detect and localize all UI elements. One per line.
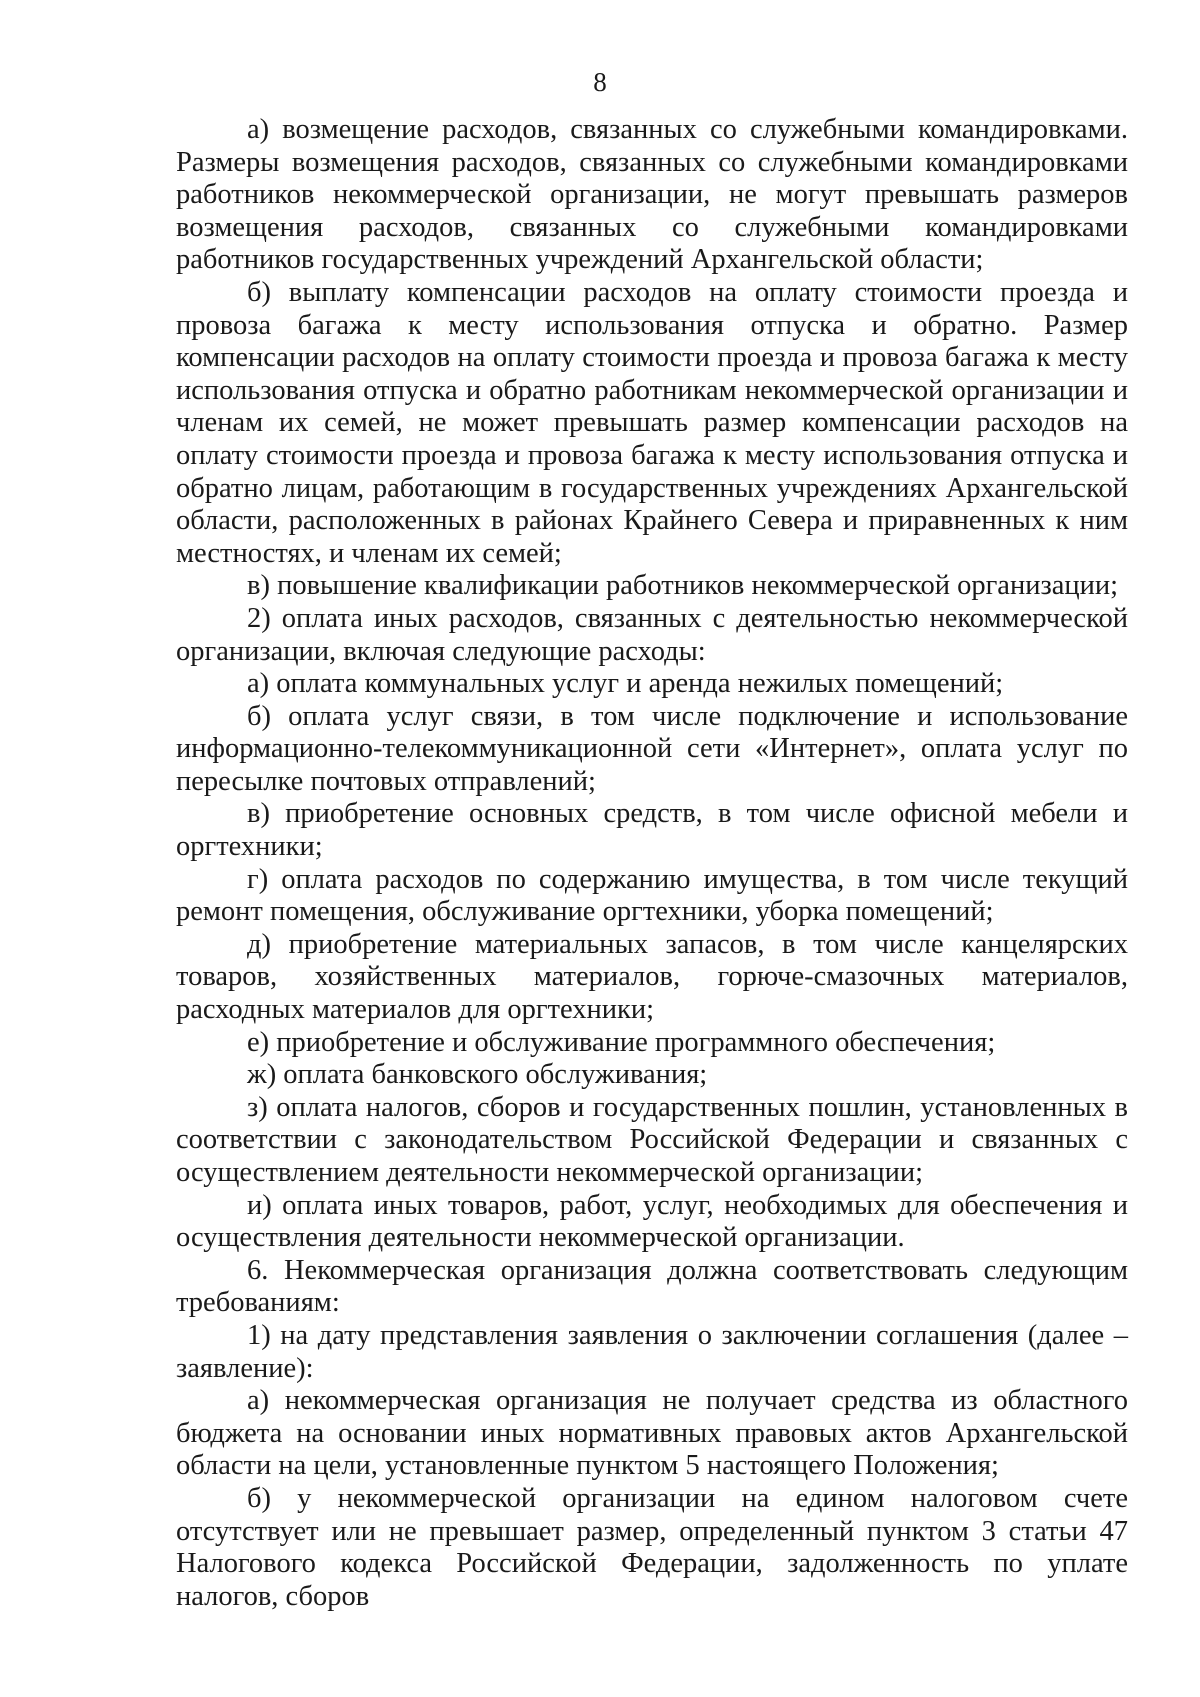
paragraph: б) выплату компенсации расходов на оплату стоимости проезда и провоза багажа к месту использования отпуска и обратно. Размер компенсации расходов на оплату стоимости проезда и провоза багажа к месту использования отпуска и обратно работникам некоммерческой организации и членам их семей, не может превышать размер компенсации расходов на оплату стоимости проезда и провоза багажа к месту использования отпуска и обратно лицам, работающим в государственных учреждениях Архангельской области, расположенных в районах Крайнего Севера и приравненных к ним местностях, и членам их семей; xyxy=(176,276,1128,569)
page-number: 8 xyxy=(593,67,607,97)
paragraph: з) оплата налогов, сборов и государственных пошлин, установленных в соответствии с законодательством Российской Федерации и связанных с осуществлением деятельности некоммерческой организации; xyxy=(176,1091,1128,1188)
paragraph: в) повышение квалификации работников некоммерческой организации; xyxy=(247,570,1119,602)
paragraph: е) приобретение и обслуживание программного обеспечения; xyxy=(247,1026,996,1058)
paragraph: 6. Некоммерческая организация должна соответствовать следующим требованиям: xyxy=(176,1254,1128,1319)
paragraph: и) оплата иных товаров, работ, услуг, необходимых для обеспечения и осуществления деятельности некоммерческой организации. xyxy=(176,1189,1128,1254)
paragraph: а) возмещение расходов, связанных со служебными командировками. Размеры возмещения расходов, связанных со служебными командировками работников некоммерческой организации, не могут превышать размеров возмещения расходов, связанных со служебными командировками работников государственных учреждений Архангельской области; xyxy=(176,114,1128,276)
paragraph: д) приобретение материальных запасов, в том числе канцелярских товаров, хозяйственных материалов, горюче-смазочных материалов, расходных материалов для оргтехники; xyxy=(176,928,1128,1026)
document-body xyxy=(176,114,1128,1613)
paragraph: а) некоммерческая организация не получает средства из областного бюджета на основании иных нормативных правовых актов Архангельской области на цели, установленные пунктом 5 настоящего Положения; xyxy=(176,1385,1128,1482)
paragraph: г) оплата расходов по содержанию имущества, в том числе текущий ремонт помещения, обслуживание оргтехники, уборка помещений; xyxy=(176,863,1128,928)
paragraph: б) оплата услуг связи, в том числе подключение и использование информационно-телекоммуникационной сети «Интернет», оплата услуг по пересылке почтовых отправлений; xyxy=(176,700,1128,797)
paragraph: а) оплата коммунальных услуг и аренда нежилых помещений; xyxy=(247,668,1004,700)
paragraph: ж) оплата банковского обслуживания; xyxy=(247,1059,708,1091)
paragraph: 2) оплата иных расходов, связанных с деятельностью некоммерческой организации, включая следующие расходы: xyxy=(176,602,1128,667)
paragraph: в) приобретение основных средств, в том числе офисной мебели и оргтехники; xyxy=(176,798,1128,863)
paragraph: 1) на дату представления заявления о заключении соглашения (далее – заявление): xyxy=(176,1319,1128,1384)
paragraph: б) у некоммерческой организации на едином налоговом счете отсутствует или не превышает размер, определенный пунктом 3 статьи 47 Налогового кодекса Российской Федерации, задолженность по уплате налогов, сборов xyxy=(176,1482,1128,1612)
